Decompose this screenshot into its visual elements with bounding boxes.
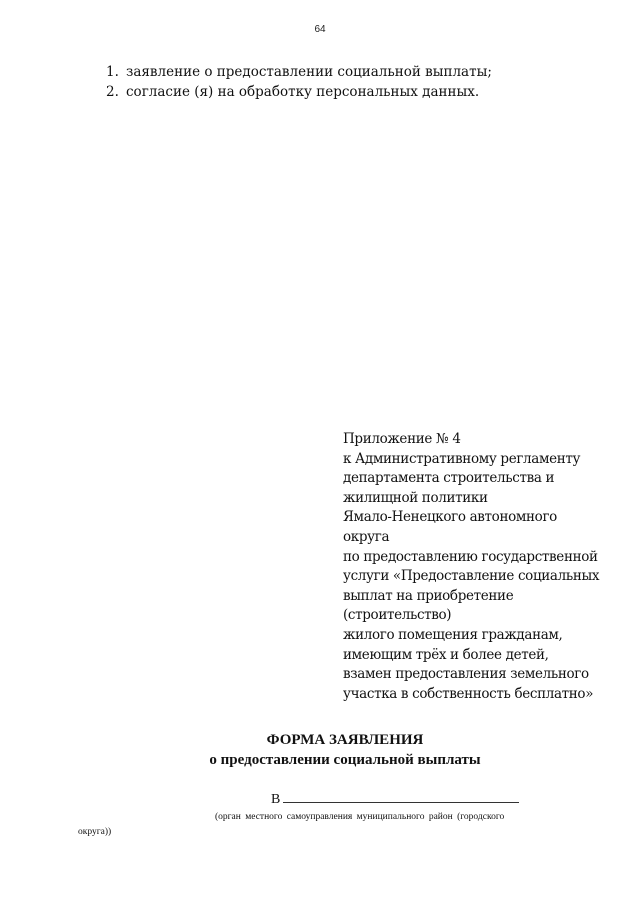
appendix-line: Приложение № 4 [343, 431, 461, 447]
appendix-line: услуги «Предоставление социальных [343, 568, 600, 585]
form-title: ФОРМА ЗАЯВЛЕНИЯ [266, 732, 424, 748]
appendix-line: жилого помещения гражданам, [343, 626, 563, 643]
list-item [106, 62, 492, 82]
addressee-blank-line [283, 790, 519, 803]
appendix-line: участка в собственность бесплатно» [343, 685, 594, 702]
page-number: 64 [314, 24, 326, 35]
appendix-note [343, 430, 633, 704]
addressee-field [271, 790, 519, 809]
appendix-line: к Административному регламенту [343, 450, 581, 467]
list-item-text: согласие (я) на обработку персональных данных. [126, 84, 480, 100]
appendix-line: жилищной политики [343, 489, 488, 506]
appendix-line: округа [343, 528, 390, 545]
appendix-line: взамен предоставления земельного [343, 666, 589, 683]
list-item-number: 1. [106, 64, 119, 80]
appendix-line: имеющим трёх и более детей, [343, 646, 549, 663]
list-item [106, 82, 492, 102]
appendix-line: департамента строительства и [343, 470, 555, 487]
appendix-line: выплат на приобретение [343, 587, 514, 604]
appendix-line: (строительство) [343, 607, 452, 624]
documents-list [106, 62, 492, 102]
appendix-line: по предоставлению государственной [343, 548, 598, 565]
list-item-text: заявление о предоставлении социальной выплаты; [126, 64, 492, 80]
list-item-number: 2. [106, 84, 119, 100]
addressee-prefix: В [271, 792, 281, 807]
form-subtitle: о предоставлении социальной выплаты [209, 752, 481, 768]
addressee-hint-continued: округа)) [78, 827, 112, 837]
addressee-hint: (орган местного самоуправления муниципального район (городского [215, 812, 505, 822]
appendix-line: Ямало-Ненецкого автономного [343, 509, 557, 526]
